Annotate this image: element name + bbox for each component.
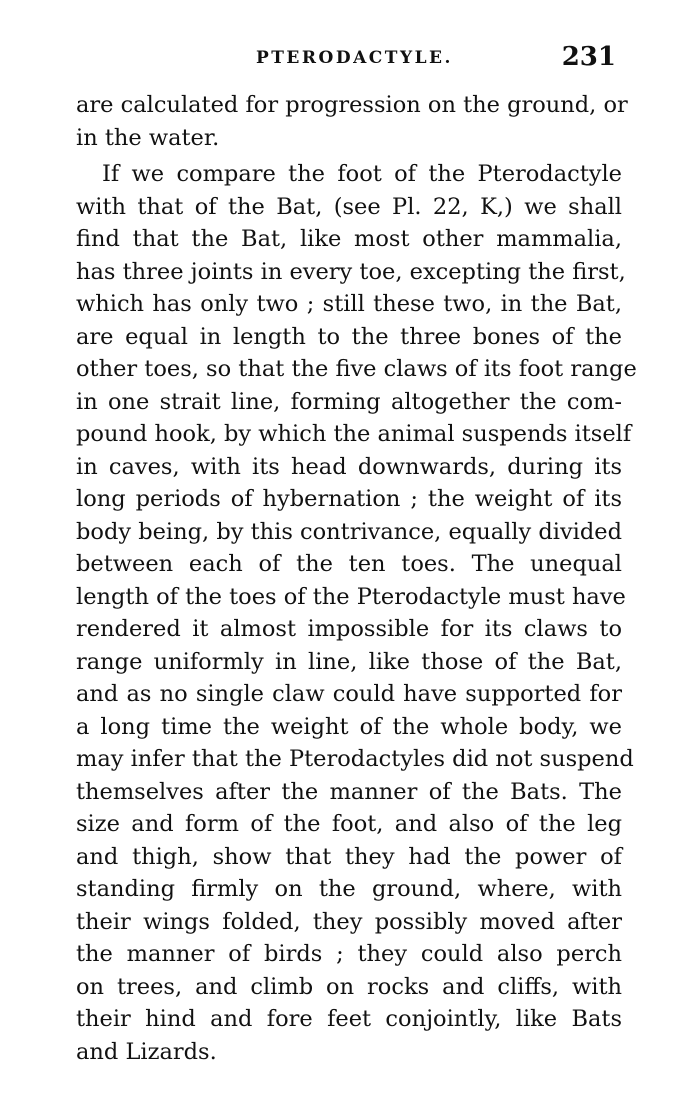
text-line: on trees, and climb on rocks and cliffs, with [76, 973, 622, 1000]
text-line: a long time the weight of the whole body, we [76, 713, 622, 740]
text-line: If we compare the foot of the Pterodactyle [102, 161, 622, 187]
text-line: are equal in length to the three bones of the [76, 323, 622, 350]
text-line: and Lizards. [76, 1038, 217, 1065]
text-line: may infer that the Pterodactyles did not suspend [76, 746, 634, 772]
text-line: length of the toes of the Pterodactyle must have [76, 583, 626, 610]
text-line: the manner of birds ; they could also perch [76, 941, 622, 967]
text-line: and as no single claw could have supported for [76, 681, 622, 707]
text-line: in caves, with its head downwards, during its [76, 453, 622, 480]
text-line: which has only two ; still these two, in the Bat, [76, 291, 622, 317]
text-line: size and form of the foot, and also of the leg [76, 811, 622, 837]
text-line: body being, by this contrivance, equally divided [76, 518, 622, 545]
text-line: find that the Bat, like most other mammalia, [76, 226, 622, 252]
page-number: 231 [561, 42, 616, 72]
text-line: and thigh, show that they had the power of [76, 843, 622, 870]
text-line: their hind and fore feet conjointly, like Bats [76, 1006, 622, 1032]
text-line: themselves after the manner of the Bats. The [76, 778, 622, 805]
text-line: pound hook, by which the animal suspends itself [76, 421, 632, 447]
text-line: rendered it almost impossible for its claws to [76, 616, 622, 642]
text-line: other toes, so that the five claws of its foot range [76, 356, 637, 382]
text-line: are calculated for progression on the ground, or [76, 92, 628, 118]
text-line: between each of the ten toes. The unequal [76, 551, 622, 577]
text-line: in the water. [76, 124, 220, 151]
text-line: in one strait line, forming altogether the com- [76, 388, 622, 415]
text-line: their wings folded, they possibly moved after [76, 908, 622, 935]
text-line: standing firmly on the ground, where, with [76, 876, 622, 902]
text-line: with that of the Bat, (see Pl. 22, K,) we shall [76, 193, 622, 220]
body-text [76, 89, 637, 1068]
text-line: has three joints in every toe, excepting the first, [76, 258, 626, 285]
text-line: range uniformly in line, like those of the Bat, [76, 648, 622, 675]
text-line: long periods of hybernation ; the weight of its [76, 486, 622, 512]
running-header [76, 42, 616, 82]
running-title: PTERODACTYLE. [256, 48, 453, 68]
